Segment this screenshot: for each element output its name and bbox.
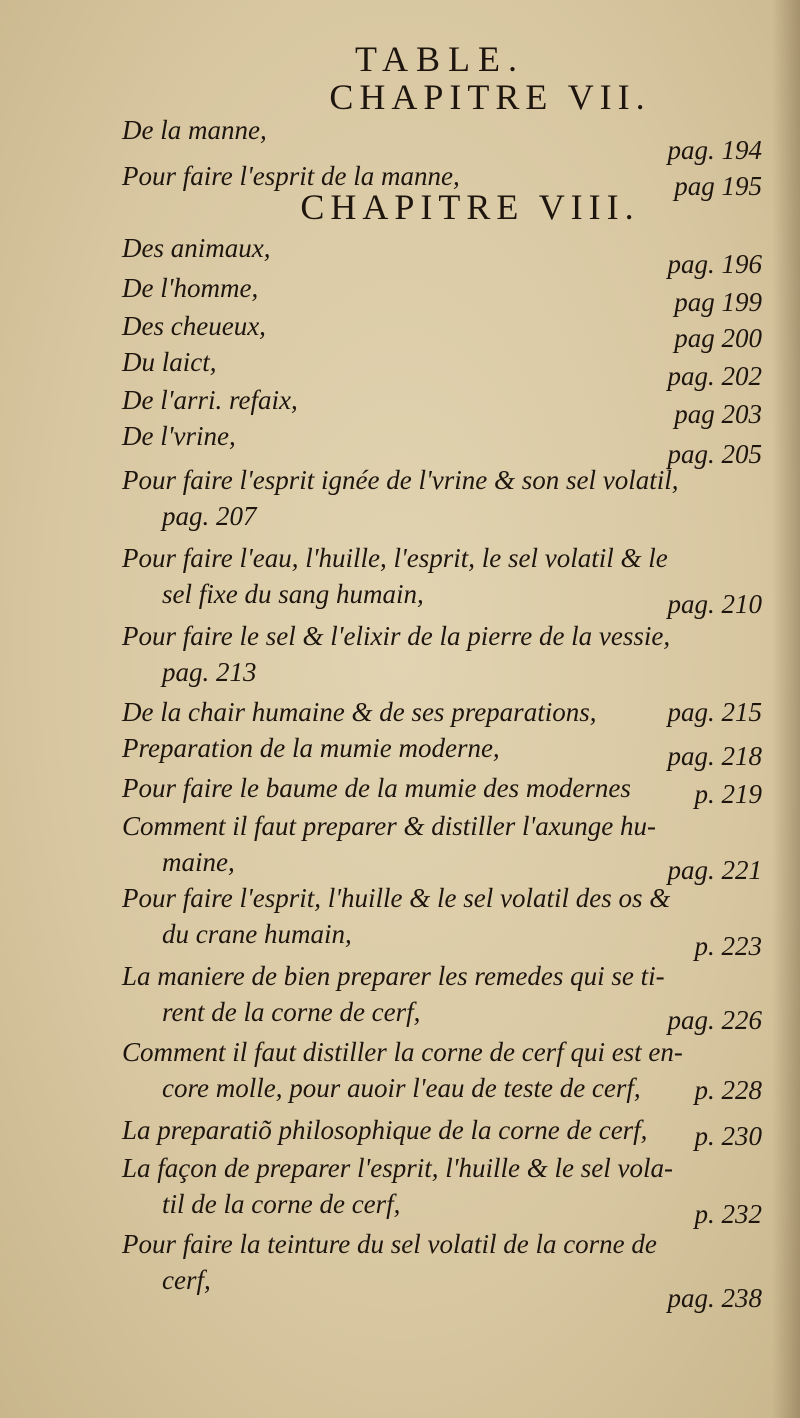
toc-entry: [122, 1034, 762, 1106]
entry-text: Pour faire l'esprit ignée de l'vrine & son sel volatil,: [122, 465, 679, 495]
entry-page: pag. 210: [667, 589, 762, 619]
entry-text: Pour faire le baume de la mumie des modernes: [122, 773, 631, 803]
toc-entry: [122, 382, 762, 429]
entry-text: De l'arri. refaix,: [122, 385, 298, 415]
chapter-heading-vii: CHAPITRE VII.: [329, 77, 651, 117]
entry-page: pag 199: [674, 287, 762, 317]
entry-page: pag. 221: [667, 855, 762, 885]
entry-page: pag. 207: [162, 501, 257, 531]
toc-entry: [122, 694, 762, 730]
toc-entry: [122, 540, 762, 619]
entry-page: p. 232: [694, 1199, 762, 1229]
toc-entry: [122, 462, 762, 534]
toc-entry: [122, 770, 762, 809]
entry-text-continued: til de la corne de cerf,: [162, 1189, 401, 1219]
toc-entry: [122, 730, 762, 771]
entry-text-continued: maine,: [162, 847, 235, 877]
entry-page: pag. 202: [667, 361, 762, 391]
entry-page: pag 200: [674, 323, 762, 353]
entry-text: Du laict,: [122, 347, 217, 377]
entry-page: pag. 238: [667, 1283, 762, 1313]
entry-text: La maniere de bien preparer les remedes qui se ti-: [122, 961, 665, 991]
toc-entry: [122, 1112, 762, 1151]
entry-text-continued: sel fixe du sang humain,: [162, 579, 424, 609]
entry-page: pag. 196: [667, 249, 762, 279]
page-title: TABLE.: [354, 39, 526, 79]
entry-text: De la chair humaine & de ses preparations,: [122, 697, 597, 727]
entry-text: Des cheueux,: [122, 311, 266, 341]
toc-entry: [122, 1150, 762, 1229]
toc-entry: [122, 1226, 762, 1313]
entry-page: pag. 215: [667, 697, 762, 727]
toc-entry: [122, 230, 762, 279]
entry-text-continued: rent de la corne de cerf,: [162, 997, 421, 1027]
entry-text: De l'vrine,: [122, 421, 236, 451]
entry-text-continued: du crane humain,: [162, 919, 352, 949]
entry-page: p. 219: [694, 779, 762, 809]
entry-page: pag. 218: [667, 741, 762, 771]
entry-text: Pour faire l'esprit de la manne,: [122, 161, 460, 191]
entry-text: La façon de preparer l'esprit, l'huille & le sel vola-: [122, 1153, 673, 1183]
entry-page: pag. 213: [162, 657, 257, 687]
entry-text: De la manne,: [122, 115, 267, 145]
entry-page: pag 195: [674, 171, 762, 201]
toc-entry: [122, 808, 762, 885]
entry-page: p. 223: [694, 931, 762, 961]
entry-text: De l'homme,: [122, 273, 259, 303]
entry-text: Pour faire le sel & l'elixir de la pierre de la vessie,: [122, 621, 671, 651]
entry-text: Preparation de la mumie moderne,: [122, 733, 500, 763]
entry-text: Comment il faut preparer & distiller l'axunge hu-: [122, 811, 656, 841]
chapter-heading-viii: CHAPITRE VIII.: [300, 187, 640, 227]
toc-entry: [122, 418, 762, 469]
toc-entry: [122, 270, 762, 317]
toc-entry: [122, 618, 762, 690]
toc-entry: [122, 880, 762, 961]
entry-text: Des animaux,: [122, 233, 271, 263]
entry-text-continued: core molle, pour auoir l'eau de teste de cerf,: [162, 1073, 641, 1103]
entry-page: pag. 226: [667, 1005, 762, 1035]
entry-page: pag. 194: [667, 135, 762, 165]
entry-text: Pour faire la teinture du sel volatil de la corne de: [122, 1229, 657, 1259]
entry-page: p. 228: [694, 1075, 762, 1105]
entry-text: Pour faire l'eau, l'huille, l'esprit, le sel volatil & le: [122, 543, 668, 573]
toc-entry: [122, 308, 762, 353]
entry-page: pag. 205: [667, 439, 762, 469]
entry-text: La preparatiõ philosophique de la corne de cerf,: [122, 1115, 648, 1145]
entry-page: p. 230: [694, 1121, 762, 1151]
toc-entry: [122, 958, 762, 1035]
entry-text: Comment il faut distiller la corne de cerf qui est en-: [122, 1037, 683, 1067]
toc-entry: [122, 344, 762, 391]
entry-text-continued: cerf,: [162, 1265, 211, 1295]
entry-text: Pour faire l'esprit, l'huille & le sel volatil des os &: [122, 883, 671, 913]
entry-page: pag 203: [674, 399, 762, 429]
toc-entry: [122, 112, 762, 165]
